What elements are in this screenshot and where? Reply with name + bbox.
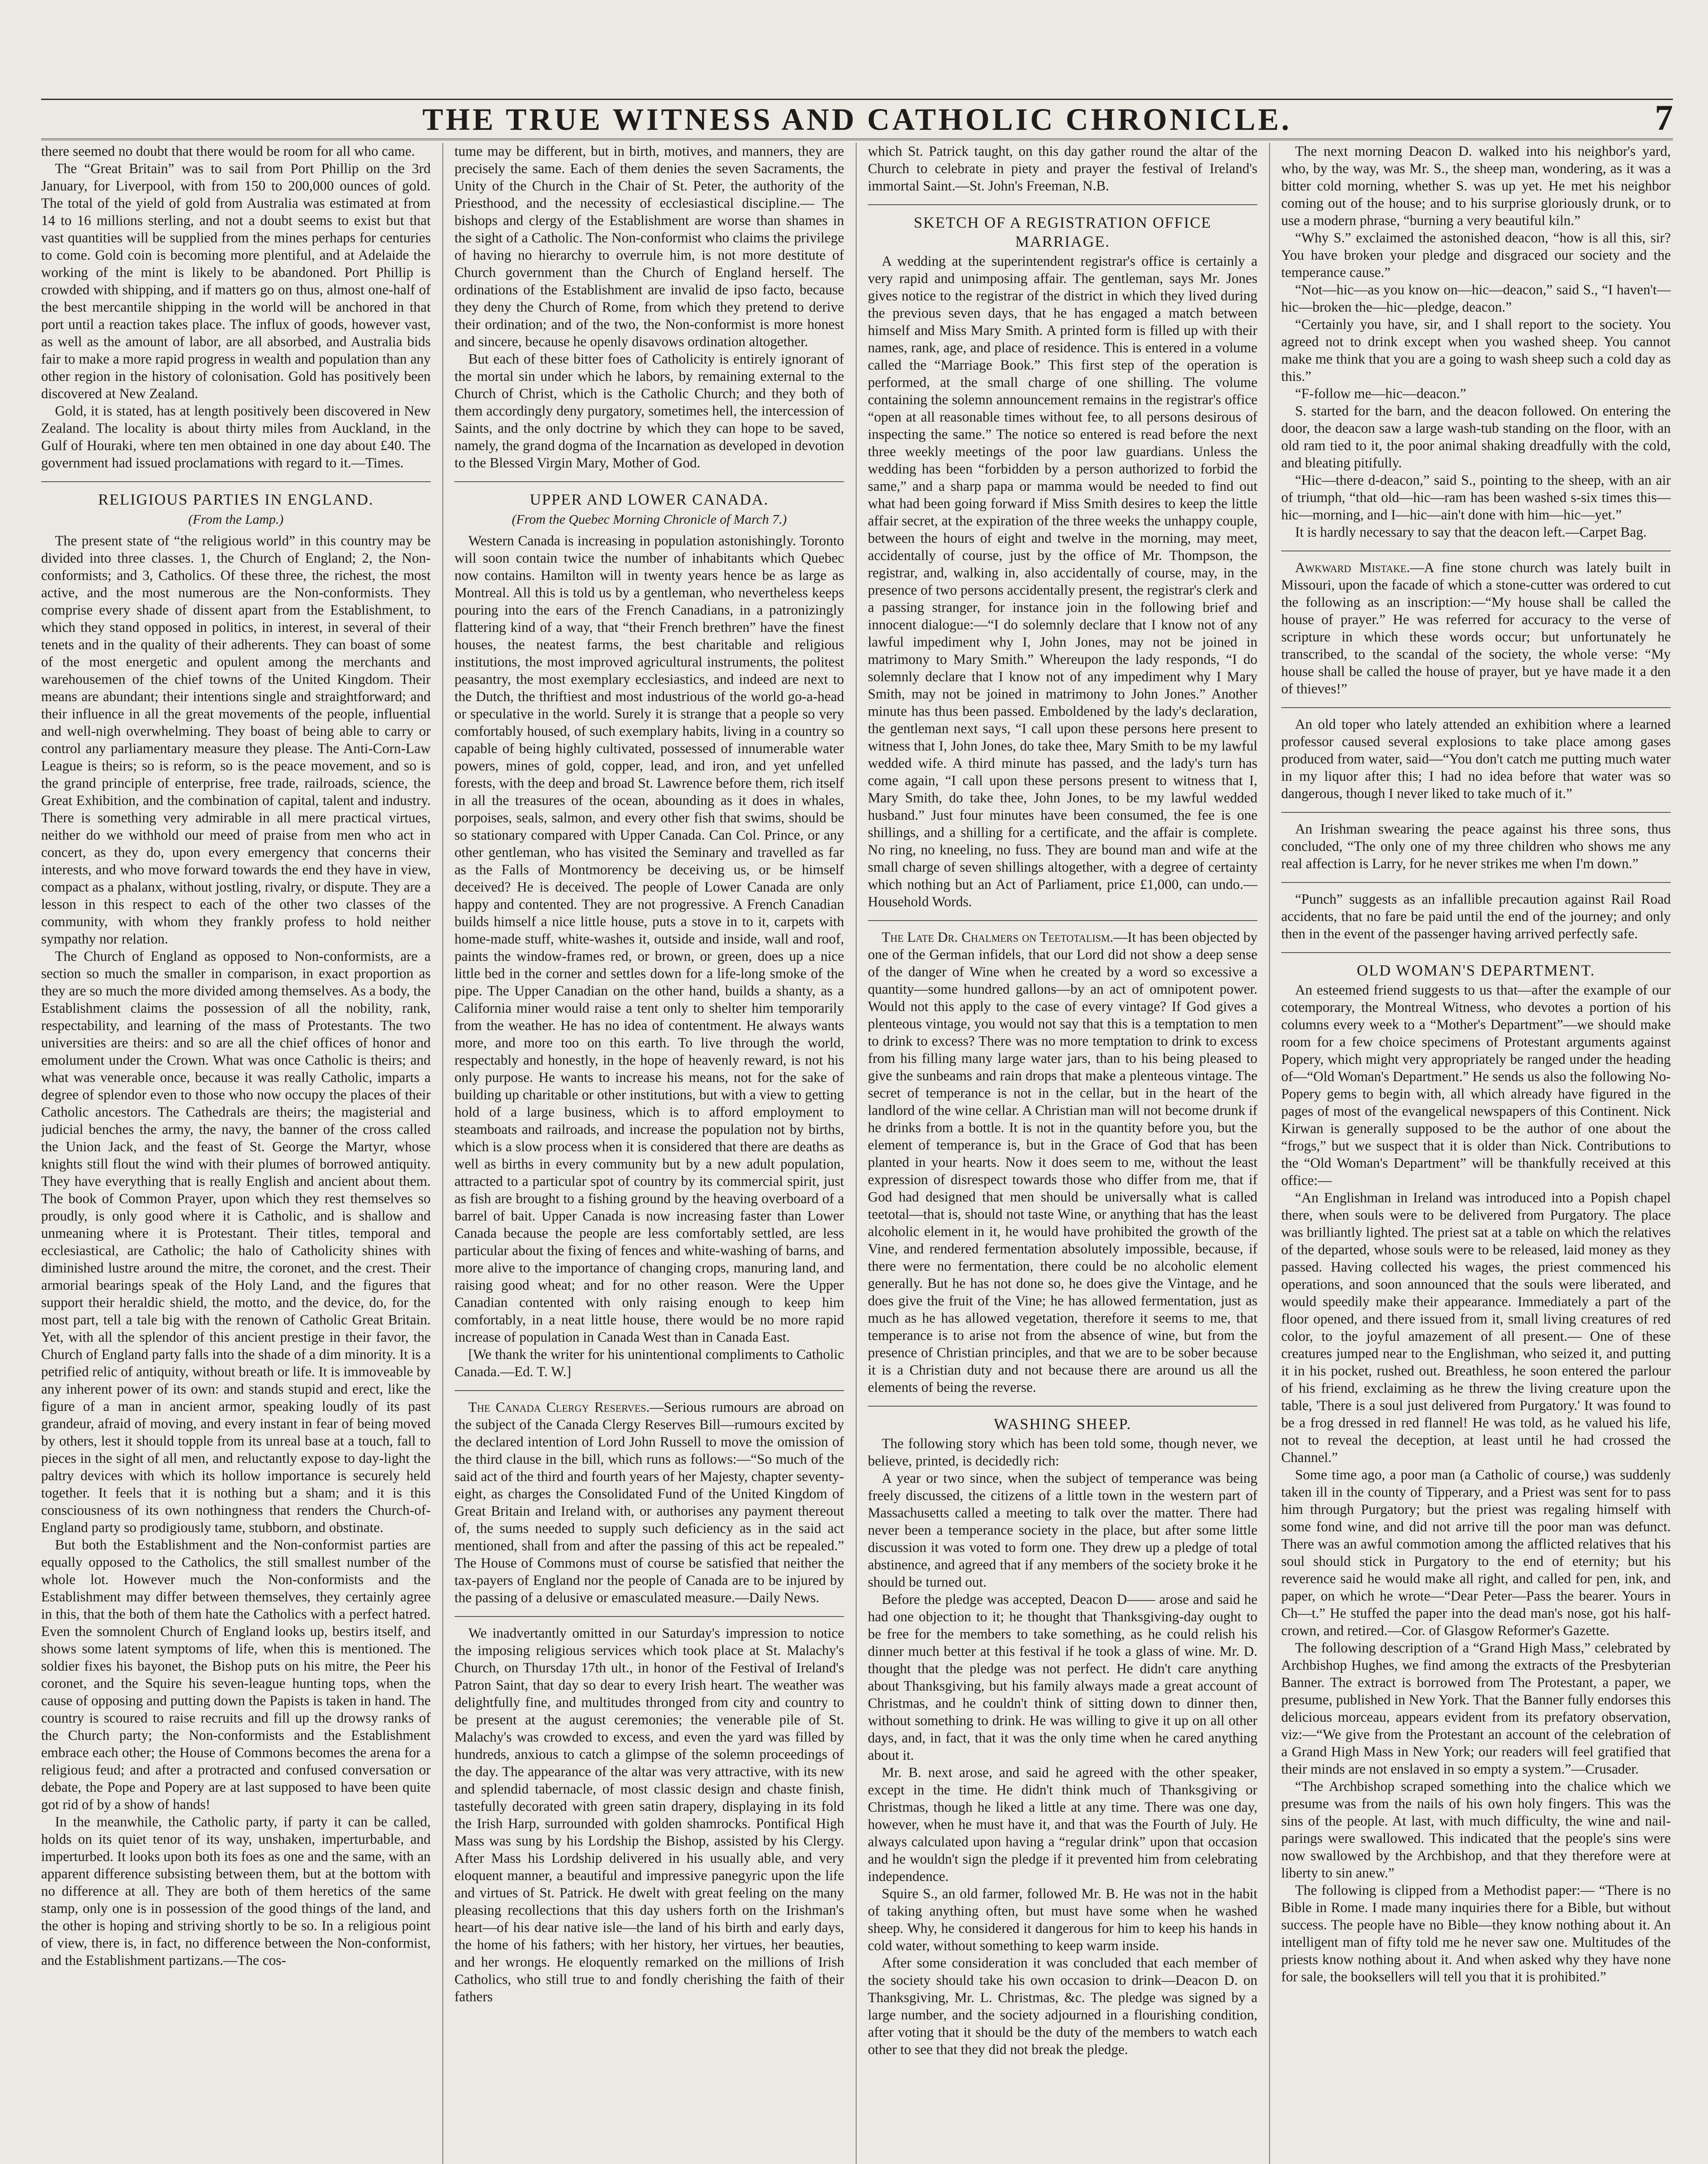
column-rule (442, 143, 443, 2164)
masthead (41, 99, 1673, 140)
paragraph: Before the pledge was accepted, Deacon D—— arose and said he had one objection to it; he thought that Thanksgiving-day ought to be free for the members to take something, as he could relish his dinner much better at this festival if he took a glass of wine. Mr. D. thought that the pledge was not perfect. He didn't care anything about Thanksgiving, but his family always made a great account of Christmas, and he couldn't think of sitting down to dinner then, without something to drink. He was willing to give it up on all other days, and, in fact, that it was the only time when he cared anything about it. (868, 1592, 1257, 1763)
article-heading-upper-lower-canada: UPPER AND LOWER CANADA. (529, 491, 769, 508)
paragraph: The following story which has been told some, though never, we believe, printed, is decidedly rich: (868, 1436, 1257, 1469)
column-2 (454, 143, 844, 2164)
column-1 (41, 143, 431, 2164)
paragraph: In the meanwhile, the Catholic party, if party it can be called, holds on its quiet tenor of its way, unshaken, imperturbable, and imperturbed. It looks upon both its foes as one and the same, with an apparent difference subsisting between them, but at the bottom with no difference at all. They are both of them heretics of the same stamp, only one is in possession of the good things of the land, and the other is hoping and striving shortly to be so. In a religious point of view, there is, in fact, no difference between the Non-conformist, and the Establishment partizans.—The cos- (41, 1814, 431, 1968)
item-lead: The Late Dr. Chalmers on Teetotalism. (882, 930, 1114, 945)
item-lead: The Canada Clergy Reserves. (468, 1400, 650, 1415)
article-separator (868, 1406, 1257, 1407)
paragraph: tume may be different, but in birth, motives, and manners, they are precisely the same. Each of them denies the seven Sacraments, the Unity of the Church in the Chair of St. Peter, the authority of the Priesthood, and the necessity of ecclesiastical discipline.— The bishops and clergy of the Establishment are worse than shames in the sight of a Catholic. The Non-conformist who claims the privilege of having no hierarchy to overrule him, is not more destitute of Church government than the Church of England herself. The ordinations of the Establishment are invalid de ipso facto, because they deny the Church of Rome, from which they pretend to derive their ordination; and of the two, the Non-conformist is more honest and sincere, because he openly disavows ordination altogether. (454, 144, 844, 350)
paragraph: An esteemed friend suggests to us that—after the example of our cotemporary, the Montreal Witness, who devotes a portion of his columns every week to a “Mother's Department”—we should make room for a few choice specimens of Protestant arguments against Popery, which might very appropriately be ranged under the heading of—“Old Woman's Department.” He sends us also the following No-Popery gems to begin with, all which already have figured in the pages of most of the evangelical newspapers of this Continent. Nick Kirwan is generally supposed to be the author of one about the “frogs,” but we suspect that it is older than Nick. Contributions to the “Old Woman's Department” will be thankfully received at this office:— (1281, 982, 1671, 1188)
article-separator (868, 920, 1257, 921)
paragraph: A year or two since, when the subject of temperance was being freely discussed, the citizens of a little town in the western part of Massachusetts called a meeting to talk over the matter. There had never been a temperance society in the place, but after some little discussion it was voted to form one. They drew up a pledge of total abstinence, and agreed that if any members of the society broke it he should be turned out. (868, 1471, 1257, 1590)
column-rule (856, 143, 857, 2164)
paragraph: The following description of a “Grand High Mass,” celebrated by Archbishop Hughes, we find among the extracts of the Presbyterian Banner. The extract is borrowed from The Protestant, a paper, we presume, published in New York. That the Banner fully endorses this delicious morceau, appears evident from its prefatory observation, viz:—“We give from the Protestant an account of the celebration of a Grand High Mass in New York; our readers will feel gratified that their minds are not enslaved in so empty a system.”—Crusader. (1281, 1640, 1671, 1777)
article-separator (1281, 707, 1671, 708)
column-3 (868, 143, 1257, 2164)
paragraph (1281, 559, 1671, 698)
article-heading-registration-marriage: SKETCH OF A REGISTRATION OFFICE MARRIAGE. (913, 214, 1212, 250)
article-heading-religious-parties: RELIGIOUS PARTIES IN ENGLAND. (98, 491, 374, 508)
newspaper-title: THE TRUE WITNESS AND CATHOLIC CHRONICLE. (422, 102, 1292, 137)
paragraph: Western Canada is increasing in population astonishingly. Toronto will soon contain twice the number of inhabitants which Quebec now contains. Hamilton will in twenty years hence be as large as Montreal. All this is told us by a gentleman, who nevertheless keeps pouring into the ears of the French Canadians, in a patronizingly flattering kind of a way, that “their French brethren” have the finest houses, the neatest farms, the best charitable and religious institutions, the most improved agricultural instruments, the politest peasantry, the most exemplary ecclesiastics, and indeed are next to the Dutch, the thriftiest and most industrious of the world go-a-head or speculative in the world. Surely it is strange that a people so very comfortably housed, of such exemplary habits, living in a country so capable of being highly cultivated, possessed of innumerable water powers, mines of gold, copper, lead, and iron, and yet unfelled forests, with the deep and broad St. Lawrence before them, rich itself in all the treasures of the ocean, abounding as it does in whales, porpoises, seals, salmon, and every other fish that swims, should be so stationary compared with Upper Canada. Can Col. Prince, or any other gentleman, who has visited the Seminary and travelled as far as the Falls of Montmorency be deceiving us, or be himself deceived? He is deceived. The people of Lower Canada are only happy and contented. They are not progressive. A French Canadian builds himself a nice little house, puts a stove in to it, carpets with home-made stuff, white-washes it, outside and inside, wall and roof, paints the window-frames red, or brown, or green, does up a nice little bed in the corner and settles down for a life-long smoke of the pipe. The Upper Canadian on the other hand, builds a shanty, as a California miner would raise a tent only to shelter him temporarily from the weather. He has no idea of contentment. He always wants more, and more too on this earth. To live through the world, respectably and honestly, in the hope of heavenly reward, is not his only purpose. He wants to increase his means, not for the sake of building up charitable or other institutions, but with a view to getting hold of a large business, which is to afford employment to steamboats and railroads, and increase the population not by births, which is a slow process when it is considered that there are deaths as well as births in every community but by a new adult population, attracted to a particular spot of country by its commercial spirit, just as fish are brought to a fishing ground by the heaving overboard of a barrel of bait. Upper Canada is now increasing faster than Lower Canada because the people are less comfortably settled, are less particular about the fixing of fences and white-washing of barns, and more alive to the importance of changing crops, manuring land, and raising good wheat; and for no other reason. Were the Upper Canadian contented with only raising enough to keep him comfortably, in a neat little house, there would be no more rapid increase of population in Canada West than in Canada East. (454, 533, 844, 1345)
paragraph: The following is clipped from a Methodist paper:— “There is no Bible in Rome. I made many inquiries there for a Bible, but without success. The people have no Bible—they know nothing about it. An intelligent man of fifty told me he never saw one. Multitudes of the priests know nothing about it. And when asked why they have none for sale, the booksellers will tell you that it is prohibited.” (1281, 1883, 1671, 1985)
item-lead: Awkward Mistake. (1295, 560, 1410, 576)
paragraph: “An Englishman in Ireland was introduced into a Popish chapel there, when souls were to be delivered from Purgatory. The place was brilliantly lighted. The priest sat at a table on which the relatives of the departed, whose souls were to be released, laid money as they passed. Having collected his wages, the priest commenced his operations, and soon announced that the souls were liberated, and would speedily make their appearance. Immediately a part of the floor opened, and there issued from it, small living creatures of red color, to the joyful amazement of all present.— One of these creatures jumped near to the Englishman, who seized it, and putting it in his pocket, rushed out. Breathless, he soon entered the parlour of his friend, exclaiming as he threw the living creature upon the table, 'There is a soul just delivered from Purgatory.' It was found to be a frog dressed in red flannel! He was told, as he valued his life, not to reveal the deception, at least until he had crossed the Channel.” (1281, 1190, 1671, 1465)
paragraph (454, 1399, 844, 1607)
page-number: 7 (1655, 98, 1673, 138)
column-rule (1269, 143, 1270, 2164)
article-separator (1281, 812, 1671, 813)
paragraph: “Punch” suggests as an infallible precaution against Rail Road accidents, that no fare be paid until the end of the journey; and only then in the event of the passenger having arrived perfectly safe. (1281, 892, 1671, 942)
paragraph (868, 929, 1257, 1396)
article-separator (454, 1616, 844, 1617)
paragraph: “F-follow me—hic—deacon.” (1295, 386, 1466, 402)
paragraph: “Hic—there d-deacon,” said S., pointing to the sheep, with an air of triumph, “that old—hic—ram has been washed s-six times this—hic—morning, and I—hic—ain't done with him—hic—yet.” (1281, 473, 1671, 523)
article-heading-washing-sheep: WASHING SHEEP. (993, 1415, 1132, 1433)
paragraph: Mr. B. next arose, and said he agreed with the other speaker, except in the time. He didn't think much of Thanksgiving or Christmas, though he liked a little at any time. There was one day, however, when he must have it, and that was the Fourth of July. He always calculated upon having a “regular drink” upon that occasion and he wouldn't sign the pledge if it prevented him from celebrating independence. (868, 1765, 1257, 1884)
article-source: (From the Quebec Morning Chronicle of March 7.) (512, 512, 787, 527)
paragraph: S. started for the barn, and the deacon followed. On entering the door, the deacon saw a large wash-tub standing on the floor, with an old ram tied to it, the poor animal shaking dreadfully with the cold, and bleating pitifully. (1281, 403, 1671, 471)
paragraph: A wedding at the superintendent registrar's office is certainly a very rapid and unimposing affair. The gentleman, says Mr. Jones gives notice to the registrar of the district in which they lived during the previous seven days, that he has engaged a match between himself and Miss Mary Smith. A printed form is filled up with their names, rank, age, and place of residence. This is entered in a volume called the “Marriage Book.” This first step of the operation is performed, at the small charge of one shilling. The volume containing the solemn announcement remains in the registrar's office “open at all reasonable times without fee, to all persons desirous of inspecting the same.” The notice so entered is read before the next three weekly meetings of the poor law guardians. Unless the wedding has been “forbidden by a person authorized to forbid the same,” and a sharp papa or mamma would be needed to find out what had been going forward if Miss Smith desires to keep the little affair secret, at the expiration of the three weeks the unhappy couple, between the hours of eight and twelve in the morning, may meet, accidentally of course, just by the office of Mr. Thompson, the registrar, and, walking in, also accidentally of course, may, in the presence of two persons accidentally present, the registrar's clerk and a passing stranger, for instance join in the following brief and innocent dialogue:—“I do solemnly declare that I know not of any lawful impediment why I, John Jones, may not be joined in matrimony to Mary Smith.” Whereupon the lady responds, “I do solemnly declare that I know not of any impediment why I Mary Smith, may not be joined in matrimony to John Jones.” Another minute has thus been passed. Emboldened by the lady's declaration, the gentleman next says, “I call upon these persons here present to witness that I, John Jones, do take thee, Mary Smith to be my lawful wedded wife. A third minute has passed, and the lady's turn has come again, “I call upon these persons present to witness that I, Mary Smith, do take thee, John Jones, to be my lawful wedded husband.” Just four minutes have been consumed, the fee is one shillings, and a shilling for a certificate, and the affair is complete. No ring, no kneeling, no fuss. They are bound man and wife at the small charge of seven shillings altogether, with a degree of certainty which nothing but an Act of Parliament, price £1,000, can undo.—Household Words. (868, 254, 1257, 910)
paragraph: there seemed no doubt that there would be room for all who came. (41, 144, 415, 159)
article-separator (868, 204, 1257, 205)
paragraph: Squire S., an old farmer, followed Mr. B. He was not in the habit of taking anything often, but must have some when he washed sheep. Why, he considered it dangerous for him to keep his hands in cold water, without something to keep warm inside. (868, 1886, 1257, 1954)
article-source: (From the Lamp.) (188, 512, 284, 527)
paragraph: The present state of “the religious world” in this country may be divided into three classes. 1, the Church of England; 2, the Non-conformists; and 3, Catholics. Of these three, the richest, the most active, and the most numerous are the Non-conformists. They comprise every shade of dissent apart from the Establishment, to which they stand opposed in politics, in interest, in several of their tenets and in the quality of their adherents. They can boast of some of the most energetic and opulent among the merchants and warehousemen of the chief towns of the United Kingdom. Their means are abundant; their intentions single and straightforward; and their influence in all the great movements of the people, influential and well-nigh overwhelming. They boast of being able to carry or control any parliamentary measure they please. The Anti-Corn-Law League is theirs; so is reform, so is the peace movement, and so is the grand principle of enterprise, free trade, railroads, science, the Great Exhibition, and the combination of capital, talent and industry. There is something very admirable in all mere practical virtues, neither do we withhold our meed of praise from men who act in concert, as they do, upon every emergency that concerns their interests, and who move forward towards the end they have in view, compact as a phalanx, without jostling, rivalry, or dispute. They are a lesson in this respect to each of the other two classes of the community, with whom they frankly profess to hold neither sympathy nor relation. (41, 533, 431, 947)
paragraph: But each of these bitter foes of Catholicity is entirely ignorant of the mortal sin under which he labors, by remaining external to the Church of Christ, which is the Catholic Church; and they both of them accordingly deny purgatory, sometimes hell, the intercession of Saints, and the only doctrine by which they can hope to be saved, namely, the grand dogma of the Incarnation as developed in devotion to the Blessed Virgin Mary, Mother of God. (454, 351, 844, 471)
item-body: —It has been objected by one of the German infidels, that our Lord did not show a deep sense of the danger of Wine when he created by a word so excessive a quantity—some hundred gallons—by an act of omnipotent power. Would not this apply to the case of every vintage? If God gives a plenteous vintage, you would not say that this is a temptation to men to drink to excess? There was no more temptation to drink to excess from his filling many large water jars, than to his being pleased to give the sunbeams and rain drops that make a plenteous vintage. The secret of temperance is not in the cellar, but in the heart of the landlord of the wine cellar. A Christian man will not become drunk if he drinks from a bottle. It is not in the quantity before you, but the element of temperance is, but in the Grace of God that has been planted in your hearts. Now it does seem to me, without the least expression of disrespect towards those who differ from me, that if God had designed that men should be universally what is called teetotal—that is, should not taste Wine, or anything that has the least alcoholic element in it, he would have prohibited the growth of the Vine, and rendered fermentation absolutely impossible, because, if there were no fermentation, there could be no alcoholic element generally. But he has not done so, he does give the Vintage, and he does give the fruit of the Vine; he has allowed fermentation, just as much as he has allowed vegetation, therefore it seems to me, that temperance is to arise not from the absence of wine, but from the presence of Christian principles, and that we are to be sober because it is a Christian duty and not because there are around us all the elements of being the reverse. (868, 930, 1257, 1395)
masthead-top-rule (41, 99, 1673, 100)
paragraph: But both the Establishment and the Non-conformist parties are equally opposed to the Catholics, the still smallest number of the whole lot. However much the Non-conformists and the Establishment may differ between themselves, they certainly agree in this, that the both of them hate the Catholics with a perfect hatred. Even the somnolent Church of England looks up, bestirs itself, and shows some latent symptoms of life, when this is mentioned. The soldier fixes his bayonet, the Bishop puts on his mitre, the Peer his coronet, and the Squire his seven-league hunting tops, when the cause of opposing and putting down the Papists is taken in hand. The country is scoured to raise recruits and fill up the drowsy ranks of the Church party; the Non-conformists and the Establishment embrace each other; the House of Commons becomes the arena for a religious feud; and after a protracted and confused conversation or debate, the Pope and Popery are at last supposed to have been quite got rid of by a show of hands! (41, 1537, 431, 1813)
article-heading-old-womans-department: OLD WOMAN'S DEPARTMENT. (1357, 962, 1595, 979)
paragraph: An Irishman swearing the peace against his three sons, thus concluded, “The only one of my three children who shows me any real affection is Larry, for he never strikes me when I'm down.” (1281, 821, 1671, 872)
masthead-double-rule (41, 138, 1673, 140)
article-separator (454, 481, 844, 482)
article-separator (454, 1390, 844, 1391)
paragraph: An old toper who lately attended an exhibition where a learned professor caused several explosions to take place among gases produced from water, said—“You don't catch me putting much water in my liquor after this; I had no idea before that water was so dangerous, though I never liked to take much of it.” (1281, 717, 1671, 802)
item-body: —Serious rumours are abroad on the subject of the Canada Clergy Reserves Bill—rumours excited by the declared intention of Lord John Russell to move the omission of the third clause in the bill, which runs as follows:—“So much of the said act of the third and fourth years of her Majesty, chapter seventy-eight, as charges the Consolidated Fund of the United Kingdom of Great Britain and Ireland with, or authorises any payment thereout of, the sums needed to supply such deficiency as in the said act mentioned, shall from and after the passing of this act be repealed.” The House of Commons must of course be satisfied that neither the tax-payers of England nor the people of Canada are to be injured by the passing of a delusive or emasculated measure.—Daily News. (454, 1400, 844, 1606)
paragraph: “The Archbishop scraped something into the chalice which we presume was from the nails of his own holy fingers. This was the sins of the people. At last, with much difficulty, the wine and nail-parings were swallowed. This indicated that the people's sins were now swallowed by the Archbishop, and that they therefore were at liberty to sin anew.” (1281, 1779, 1671, 1881)
paragraph: The Church of England as opposed to Non-conformists, are a section so much the smaller in comparison, in exact proportion as they are so much the more divided among themselves. As a body, the Establishment claims the possession of all the nobility, rank, respectability, and learning of the mass of Protestants. The two universities are theirs: and so are all the chief offices of honor and emolument under the Crown. What was once Catholic is theirs; and what was venerable once, because it was really Catholic, imparts a degree of splendor even to those who now occupy the places of their Catholic ancestors. The Cathedrals are theirs; the magisterial and judicial benches the army, the navy, the banner of the cross called the Union Jack, and the feast of St. George the Martyr, whose knights still flout the wind with their plumes of borrowed antiquity. They have everything that is really English and ancient about them. The book of Common Prayer, upon which they rest themselves so proudly, is only good where it is Catholic, and is shallow and unmeaning where it is Protestant. Their titles, temporal and ecclesiastical, are Catholic; the halo of Catholicity shines with diminished lustre around the mitre, the coronet, and the crest. Their armorial bearings speak of the Holy Land, and the figures that support their heraldic shield, the motto, and the device, do, for the most part, tell a tale big with the renown of Catholic Great Britain. Yet, with all the splendor of this ancient prestige in their favor, the Church of England party falls into the shade of a dim minority. It is a petrified relic of antiquity, without breath or life. It is immoveable by any inherent power of its own: and stands stupid and erect, like the figure of a man in ancient armor, speaking loudly of its past grandeur, afraid of moving, and every instant in fear of being moved by others, lest it should topple from its unreal base at a touch, fall to pieces in the sight of all men, and reluctantly expose to day-light the paltry devices with which its hollow importance is securely held together. It feels that it is nothing but a sham; and it is this consciousness of its own nothingness that renders the Church-of-England party so prodigiously tame, stubborn, and obstinate. (41, 949, 431, 1536)
paragraph: “Certainly you have, sir, and I shall report to the society. You agreed not to drink except when you washed sheep. You cannot make me think that you are a going to wash sheep such a cold day as this.” (1281, 317, 1671, 384)
paragraph: It is hardly necessary to say that the deacon left.—Carpet Bag. (1295, 525, 1647, 540)
paragraph: After some consideration it was concluded that each member of the society should take his own occasion to drink—Deacon D. on Thanksgiving, Mr. L. Christmas, &c. The pledge was signed by a large number, and the society adjourned in a flourishing condition, after voting that it should be the duty of the members to watch each other to see that they did not break the pledge. (868, 1955, 1257, 2058)
paragraph: [We thank the writer for his unintentional compliments to Catholic Canada.—Ed. T. W.] (454, 1347, 844, 1380)
paragraph: Gold, it is stated, has at length positively been discovered in New Zealand. The locality is about thirty miles from Auckland, in the Gulf of Houraki, where ten men obtained in one day about £40. The government had issued proclamations with regard to it.—Times. (41, 403, 431, 471)
item-body: —A fine stone church was lately built in Missouri, upon the facade of which a stone-cutter was ordered to cut the following as an inscription:—“My house shall be called the house of prayer.” He was referred for accuracy to the verse of scripture in which these words occur; but unfortunately he transcribed, to the scandal of the society, the whole verse: “My house shall be called the house of prayer, but ye have made it a den of thieves!” (1281, 560, 1671, 697)
paragraph: which St. Patrick taught, on this day gather round the altar of the Church to celebrate in piety and prayer the festival of Ireland's immortal Saint.—St. John's Freeman, N.B. (868, 144, 1257, 194)
paragraph: “Why S.” exclaimed the astonished deacon, “how is all this, sir? You have broken your pledge and disgraced our society and the temperance cause.” (1281, 230, 1671, 280)
paragraph: The next morning Deacon D. walked into his neighbor's yard, who, by the way, was Mr. S., the sheep man, wondering, as it was a bitter cold morning, whether S. was up yet. He met his neighbor coming out of the house; and to his surprise gloriously drunk, or to use a modern phrase, “burning a very beautiful kiln.” (1281, 144, 1671, 229)
paragraph: Some time ago, a poor man (a Catholic of course,) was suddenly taken ill in the county of Tipperary, and a Priest was sent for to pass him through Purgatory; but the priest was regaling himself with some fond wine, and did not arrive till the poor man was defunct. There was an awful commotion among the afflicted relatives that his soul should stick in Purgatory to the end of eternity; but his reverence said he would make all right, and called for pen, ink, and paper, on which he wrote—“Dear Peter—Pass the bearer. Yours in Ch—t.” He stuffed the paper into the dead man's nose, got his half-crown, and retired.—Cor. of Glasgow Reformer's Gazette. (1281, 1467, 1671, 1639)
paragraph: “Not—hic—as you know on—hic—deacon,” said S., “I haven't—hic—broken the—hic—pledge, deacon.” (1281, 282, 1671, 315)
article-separator (1281, 882, 1671, 883)
article-separator (41, 481, 431, 482)
columns (41, 143, 1673, 2164)
paragraph: We inadvertantly omitted in our Saturday's impression to notice the imposing religious services which took place at St. Malachy's Church, on Thursday 17th ult., in honor of the Festival of Ireland's Patron Saint, that day so dear to every Irish heart. The weather was delightfully fine, and multitudes thronged from city and country to be present at the august ceremonies; the venerable pile of St. Malachy's was crowded to excess, and even the yard was filled by hundreds, anxious to catch a glimpse of the solemn proceedings of the day. The appearance of the altar was very attractive, with its new and splendid tabernacle, of most classic design and chaste finish, tastefully decorated with green satin drapery, displaying in its fold the Irish Harp, surrounded with golden shamrocks. Pontifical High Mass was sung by his Lordship the Bishop, assisted by his Clergy. After Mass his Lordship delivered in his usually able, and very eloquent manner, a beautiful and impressive panegyric upon the life and virtues of St. Patrick. He dwelt with great feeling on the many pleasing recollections that this day ushers forth on the Irishman's heart—of his dear native isle—the land of his birth and early days, the home of his fathers; with her history, her virtues, her beauties, and her wrongs. He eloquently remarked on the millions of Irish Catholics, who still true to and fondly cherishing the faith of their fathers (454, 1626, 844, 2005)
paragraph: The “Great Britain” was to sail from Port Phillip on the 3rd January, for Liverpool, with from 150 to 200,000 ounces of gold. The total of the yield of gold from Australia was estimated at from 14 to 16 millions sterling, and not a doubt seems to exist but that vast quantities will be supplied from the mines perhaps for centuries to come. Gold coin is becoming more plentiful, and at Adelaide the working of the mint is likely to be abandoned. Port Phillip is crowded with shipping, and if matters go on thus, almost one-half of the best mercantile shipping in the world will be anchored in that port until a reaction takes place. The influx of goods, however vast, as well as the amount of labor, are all absorbed, and Australia bids fair to make a more rapid progress in wealth and population than any other region in the history of colonisation. Gold has positively been discovered at New Zealand. (41, 161, 431, 402)
article-separator (1281, 952, 1671, 953)
column-4 (1281, 143, 1671, 2164)
